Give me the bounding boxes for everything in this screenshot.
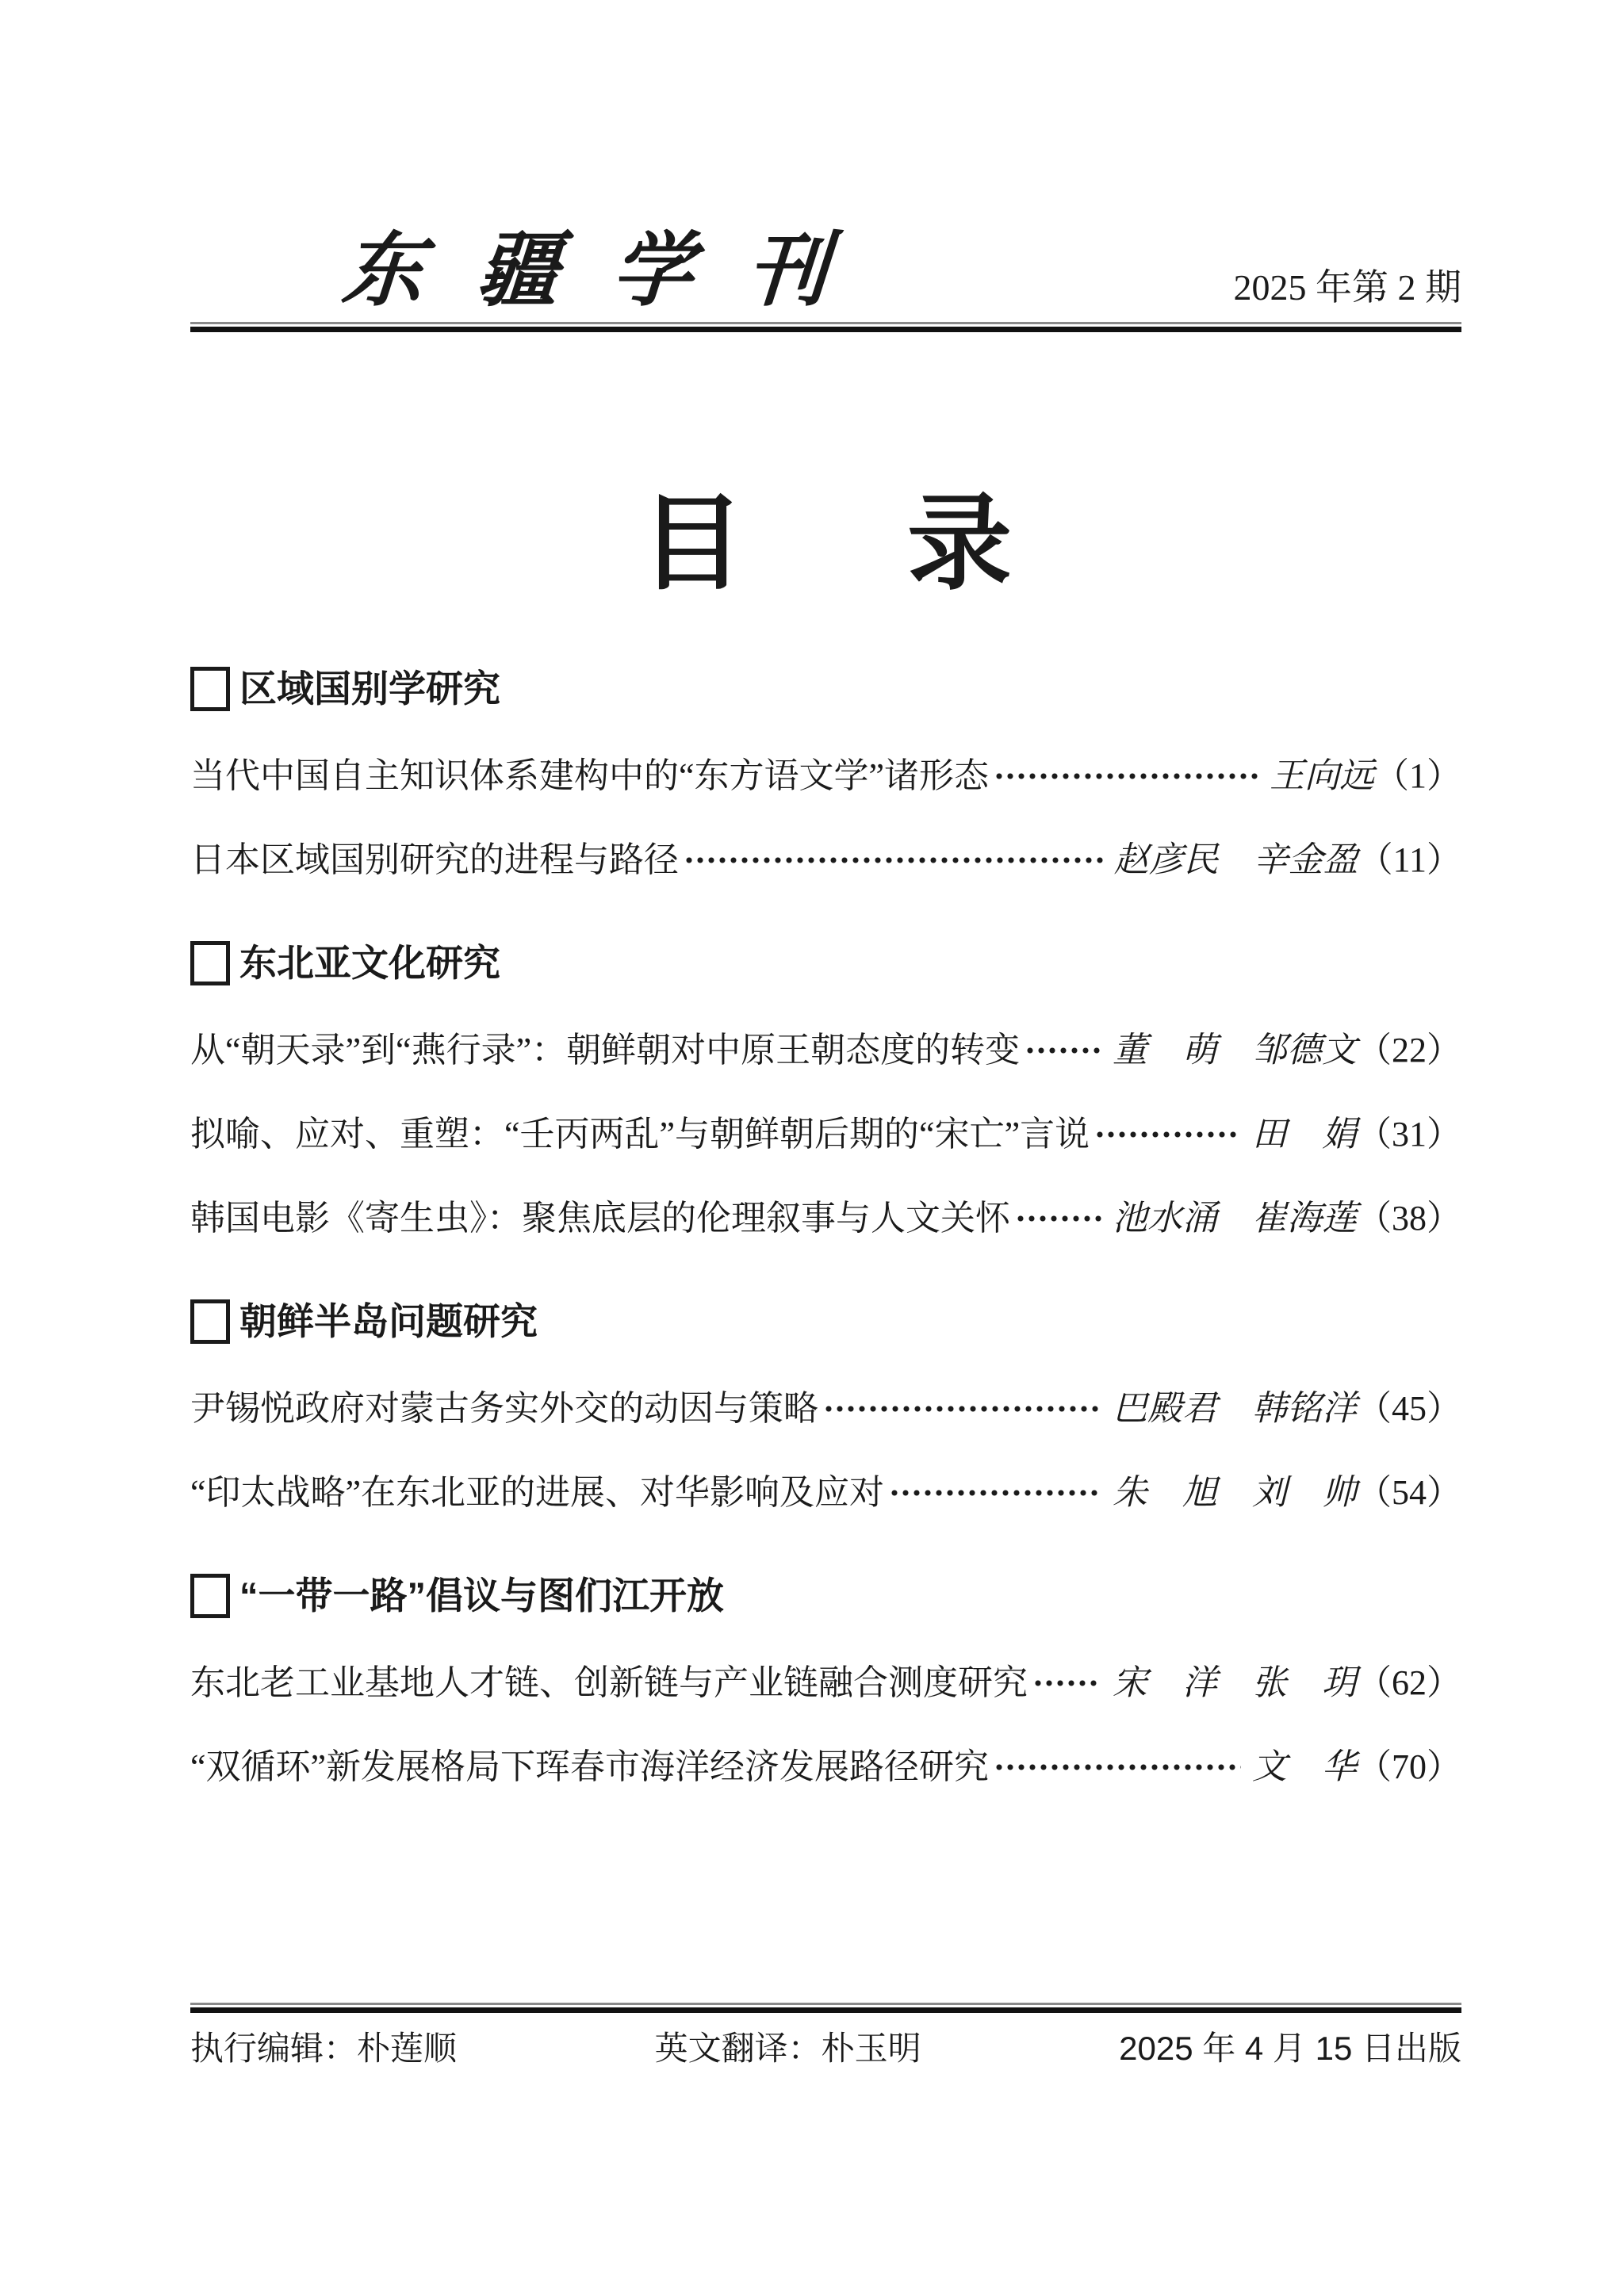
section-belt-and-road-tumen-river — [190, 1574, 1461, 1786]
dot-leader — [1032, 1665, 1101, 1701]
entry-authors: 田 娟 — [1252, 1113, 1357, 1154]
toc-entry — [190, 1115, 1461, 1154]
toc-entry — [190, 757, 1461, 795]
footer-publish-date: 2025 年 4 月 15 日出版 — [1119, 2030, 1461, 2067]
entry-page-number: （54） — [1357, 1472, 1461, 1512]
entry-authors: 朱 旭 刘 帅 — [1113, 1471, 1357, 1513]
section-heading — [190, 1574, 1461, 1618]
toc-entry — [190, 1031, 1461, 1070]
entry-title: 东北老工业基地人才链、创新链与产业链融合测度研究 — [190, 1663, 1028, 1702]
entry-title: 日本区域国别研究的进程与路径 — [190, 840, 679, 879]
footer-executive-editor: 执行编辑：朴莲顺 — [190, 2030, 458, 2067]
section-heading-label: 朝鲜半岛问题研究 — [239, 1299, 538, 1342]
section-marker-square-icon — [190, 941, 230, 985]
section-marker-square-icon — [190, 667, 230, 711]
dot-leader — [994, 1749, 1241, 1785]
header-rule — [190, 322, 1461, 332]
toc-entry — [190, 1471, 1461, 1513]
toc-entry — [190, 1197, 1461, 1238]
section-heading-label: “一带一路”倡议与图们江开放 — [239, 1574, 724, 1617]
section-heading-label: 东北亚文化研究 — [239, 941, 500, 984]
entry-page-number: （22） — [1357, 1030, 1461, 1070]
toc-entry — [190, 1748, 1461, 1786]
section-korean-peninsula-issues — [190, 1299, 1461, 1512]
toc-title — [190, 484, 1461, 605]
entry-title: 拟喻、应对、重塑：“壬丙两乱”与朝鲜朝后期的“宋亡”言说 — [190, 1115, 1090, 1154]
dot-leader — [889, 1475, 1101, 1511]
entry-title: “印太战略”在东北亚的进展、对华影响及应对 — [190, 1473, 885, 1512]
toc-title-char: 录 — [907, 486, 1012, 603]
page-footer — [190, 2003, 1461, 2067]
dot-leader — [1015, 1200, 1101, 1237]
entry-authors: 文 华 — [1252, 1746, 1357, 1787]
footer-english-translator: 英文翻译：朴玉明 — [654, 2030, 921, 2067]
entry-authors: 王向远 — [1270, 755, 1374, 796]
entry-title: 当代中国自主知识体系建构中的“东方语文学”诸形态 — [190, 756, 990, 795]
entry-authors: 赵彦民 辛金盈 — [1113, 839, 1358, 880]
entry-authors: 巴殿君 韩铭洋 — [1113, 1387, 1357, 1429]
dot-leader — [1094, 1116, 1241, 1153]
toc-title-char: 目 — [640, 486, 745, 603]
entry-title: 韩国电影《寄生虫》：聚焦底层的伦理叙事与人文关怀 — [190, 1199, 1010, 1238]
entry-page-number: （70） — [1357, 1747, 1461, 1786]
entry-page-number: （62） — [1357, 1663, 1461, 1702]
toc-entry — [190, 1664, 1461, 1702]
section-heading-label: 区域国别学研究 — [239, 667, 500, 710]
issue-label: 2025 年第 2 期 — [1233, 267, 1461, 308]
entry-page-number: （1） — [1374, 756, 1461, 795]
entry-page-number: （38） — [1357, 1198, 1461, 1238]
masthead — [190, 0, 1461, 318]
footer-rule — [190, 2003, 1461, 2013]
section-northeast-asia-culture — [190, 941, 1461, 1238]
entry-title: 尹锡悦政府对蒙古务实外交的动因与策略 — [190, 1389, 818, 1428]
section-heading — [190, 667, 1461, 711]
entry-title: “双循环”新发展格局下珲春市海洋经济发展路径研究 — [190, 1747, 990, 1786]
dot-leader — [684, 842, 1103, 878]
section-marker-square-icon — [190, 1299, 230, 1344]
entry-authors: 董 萌 邹德文 — [1113, 1029, 1357, 1070]
dot-leader — [823, 1391, 1101, 1427]
section-heading — [190, 941, 1461, 985]
section-regional-country-studies — [190, 667, 1461, 879]
entry-title: 从“朝天录”到“燕行录”：朝鲜朝对中原王朝态度的转变 — [190, 1031, 1021, 1070]
toc-entry — [190, 1387, 1461, 1429]
entry-authors: 宋 洋 张 玥 — [1113, 1662, 1357, 1703]
toc-entry — [190, 841, 1461, 879]
entry-page-number: （31） — [1357, 1114, 1461, 1154]
dot-leader — [1025, 1032, 1101, 1069]
section-marker-square-icon — [190, 1574, 230, 1618]
entry-page-number: （11） — [1358, 840, 1461, 879]
entry-authors: 池水涌 崔海莲 — [1113, 1197, 1357, 1238]
journal-title: 东疆学刊 — [339, 223, 886, 318]
section-heading — [190, 1299, 1461, 1344]
dot-leader — [994, 758, 1258, 794]
entry-page-number: （45） — [1357, 1388, 1461, 1428]
